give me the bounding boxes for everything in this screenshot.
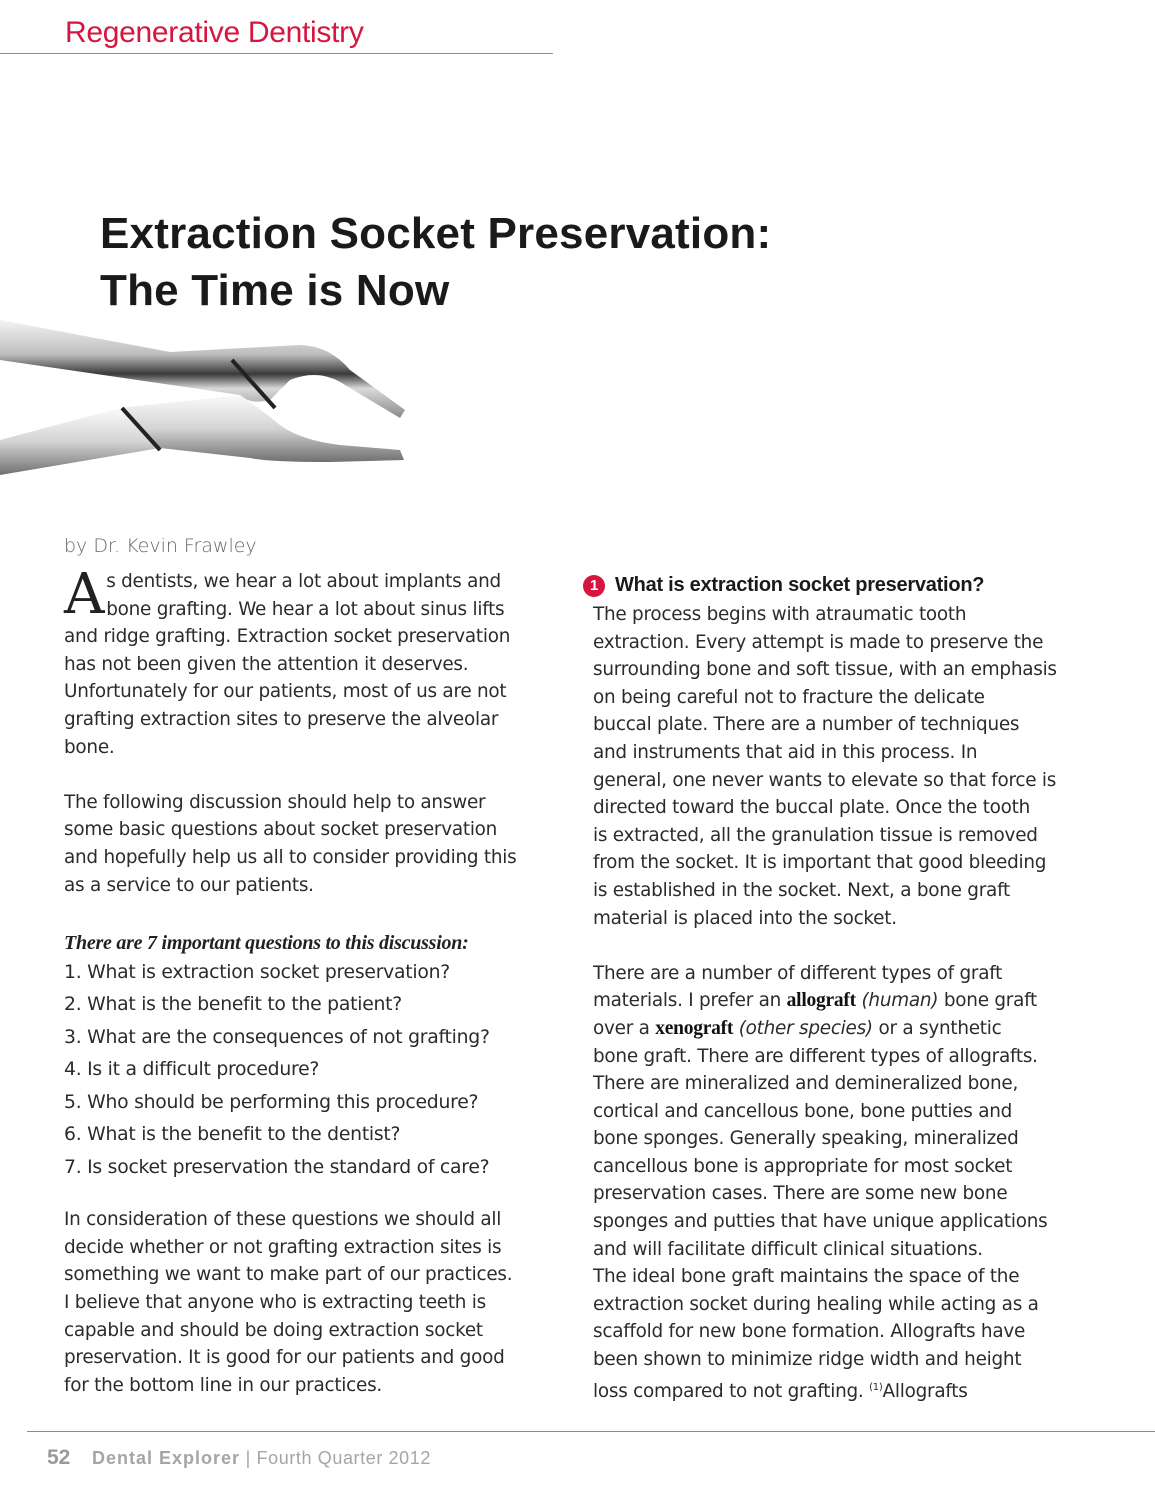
question-item: 1. What is extraction socket preservation? (64, 961, 450, 983)
question-item: 7. Is socket preservation the standard of care? (64, 1156, 490, 1178)
publication-name: Dental Explorer (91, 1448, 241, 1468)
text-run: over a (593, 1017, 656, 1039)
issue-date: Fourth Quarter 2012 (256, 1448, 432, 1468)
text-line: on being careful not to fracture the delicate (593, 686, 985, 708)
text-line: material is placed into the socket. (593, 907, 897, 929)
section-heading-text: What is extraction socket preservation? (615, 574, 985, 597)
text-line: s dentists, we hear a lot about implants and (106, 571, 501, 592)
term-xenograft: xenograft (655, 1017, 734, 1039)
text-line: for the bottom line in our practices. (64, 1374, 383, 1396)
section-heading (583, 571, 1093, 601)
text-line: is extracted, all the granulation tissue is removed (593, 824, 1038, 846)
text-line: sponges and putties that have unique applications (593, 1211, 1048, 1233)
question-item: 6. What is the benefit to the dentist? (64, 1124, 401, 1146)
text-line: There are mineralized and demineralized bone, (593, 1073, 1019, 1095)
text-line: There are a number of different types of graft (593, 962, 1003, 984)
question-item: 5. Who should be performing this procedure? (64, 1091, 479, 1113)
text-line: and hopefully help us all to consider providing this (64, 846, 517, 868)
text-line: bone. (64, 736, 115, 758)
text-line: is established in the socket. Next, a bone graft (593, 879, 1010, 901)
title-line-1: Extraction Socket Preservation: (100, 209, 772, 258)
paragraph-spacer (64, 1184, 564, 1206)
title-line-2: The Time is Now (100, 266, 450, 315)
paragraph-spacer (593, 932, 1093, 960)
text-run: bone graft (938, 990, 1037, 1012)
text-line: I believe that anyone who is extracting teeth is (64, 1292, 487, 1313)
term-note: (human) (855, 990, 939, 1012)
text-line: has not been given the attention it deserves. (64, 653, 469, 675)
text-line (593, 1374, 1093, 1406)
questions-intro: There are 7 important questions to this discussion: (64, 931, 469, 954)
text-line: general, one never wants to elevate so that force is (593, 769, 1057, 791)
text-run: Allografts (882, 1380, 968, 1402)
text-line: The process begins with atraumatic tooth (593, 604, 967, 625)
text-line: and instruments that aid in this process. In (593, 741, 978, 763)
text-line: cortical and cancellous bone, bone putties and (593, 1100, 1013, 1122)
dental-forceps-image (0, 300, 420, 500)
text-line: some basic questions about socket preservation (64, 819, 498, 841)
page-number: 52 (47, 1446, 71, 1469)
paragraph-spacer (64, 761, 564, 789)
right-column (589, 571, 1093, 1405)
text-line: cancellous bone is appropriate for most socket (593, 1155, 1013, 1177)
text-line: scaffold for new bone formation. Allografts have (593, 1321, 1026, 1343)
discussion-paragraph (64, 789, 564, 899)
text-line: The following discussion should help to answer (64, 791, 486, 813)
question-item: 2. What is the benefit to the patient? (64, 994, 402, 1016)
text-line: something we want to make part of our practices. (64, 1264, 513, 1286)
text-line: bone grafting. We hear a lot about sinus lifts (106, 598, 505, 620)
text-line: as a service to our patients. (64, 874, 314, 896)
text-line: grafting extraction sites to preserve the alveolar (64, 708, 499, 730)
question-item: 4. Is it a difficult procedure? (64, 1059, 320, 1081)
text-run: materials. I prefer an (593, 990, 787, 1012)
text-line: from the socket. It is important that good bleeding (593, 852, 1047, 874)
graft-materials-paragraph (593, 960, 1093, 1406)
text-line (593, 987, 1093, 1015)
header-divider (0, 53, 553, 54)
text-run: loss compared to not grafting. (593, 1380, 870, 1402)
term-note: (other species) (733, 1017, 873, 1039)
term-allograft: allograft (786, 990, 856, 1012)
text-run: or a synthetic (872, 1017, 1002, 1039)
conclusion-paragraph (64, 1206, 564, 1399)
text-line: In consideration of these questions we should all (64, 1209, 502, 1231)
text-line: capable and should be doing extraction socket (64, 1319, 483, 1341)
question-item: 3. What are the consequences of not grafting? (64, 1026, 490, 1048)
text-line: bone graft. There are different types of allografts. (593, 1045, 1038, 1067)
text-line: surrounding bone and soft tissue, with an emphasis (593, 659, 1057, 681)
text-line: directed toward the buccal plate. Once the tooth (593, 797, 1031, 819)
drop-cap: A (64, 562, 105, 627)
paragraph-spacer (64, 899, 564, 927)
intro-paragraph (64, 562, 564, 761)
text-line: The ideal bone graft maintains the space of the (593, 1266, 1020, 1288)
page-footer (47, 1446, 431, 1470)
number-badge: 1 (583, 575, 605, 597)
text-line: extraction. Every attempt is made to preserve the (593, 631, 1044, 653)
text-line: and ridge grafting. Extraction socket preservation (64, 626, 511, 648)
footer-separator: | (245, 1448, 251, 1468)
text-line: and will facilitate difficult clinical situations. (593, 1238, 983, 1260)
text-line: extraction socket during healing while acting as a (593, 1293, 1039, 1315)
text-line: preservation. It is good for our patients and good (64, 1347, 505, 1369)
text-line: preservation cases. There are some new bone (593, 1183, 1008, 1205)
questions-list (64, 957, 564, 1185)
text-line: decide whether or not grafting extraction sites is (64, 1236, 502, 1258)
text-line: buccal plate. There are a number of techniques (593, 714, 1020, 736)
text-line: bone sponges. Generally speaking, mineralized (593, 1128, 1019, 1150)
footer-divider (27, 1431, 1155, 1432)
text-line (593, 1015, 1093, 1043)
author-byline: by Dr. Kevin Frawley (64, 535, 257, 557)
reference-marker[interactable]: (1) (869, 1381, 883, 1393)
section-label: Regenerative Dentistry (65, 16, 364, 49)
process-paragraph (593, 601, 1093, 932)
text-line: Unfortunately for our patients, most of us are not (64, 681, 507, 703)
text-line: been shown to minimize ridge width and height (593, 1349, 1022, 1371)
left-column (64, 562, 564, 1399)
